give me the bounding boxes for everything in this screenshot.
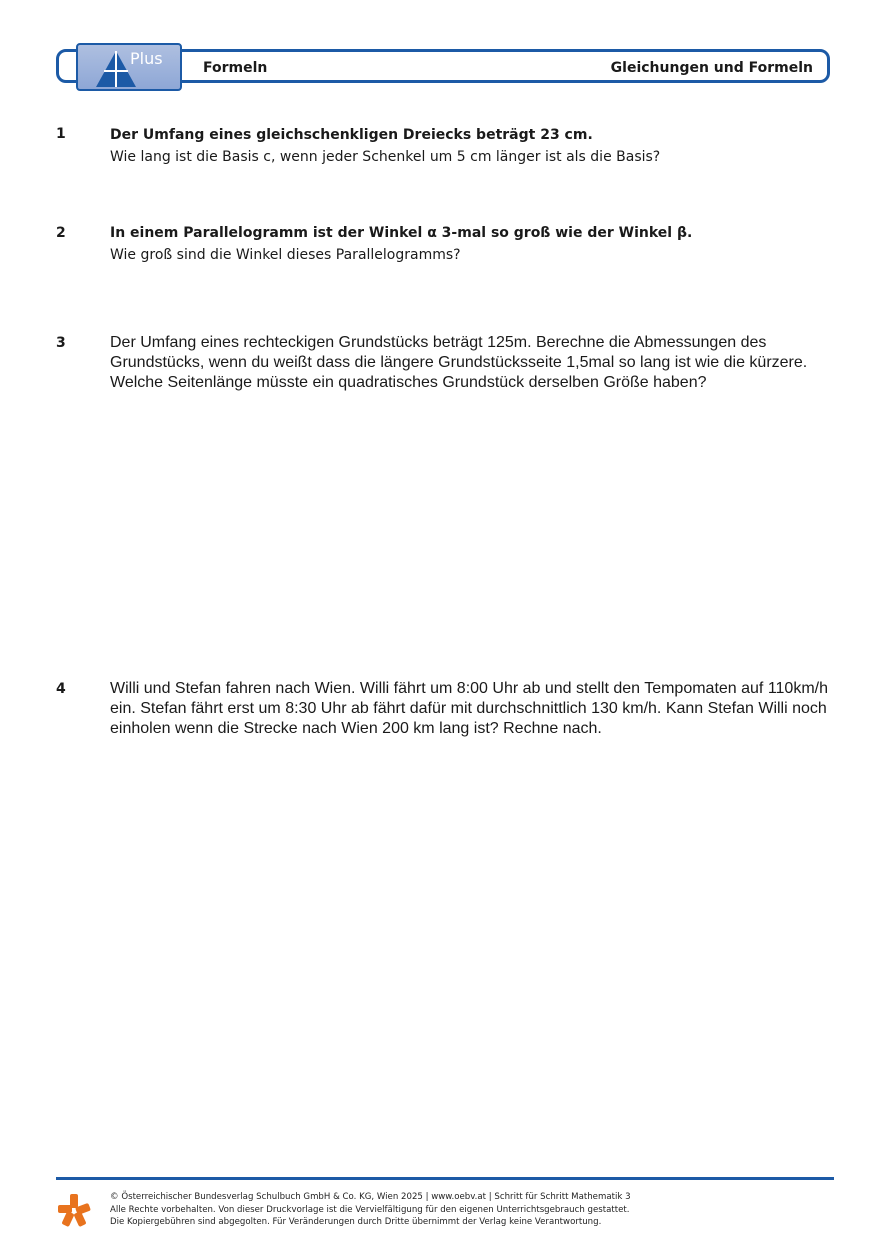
task-number: 2 xyxy=(56,225,66,241)
task-heading: Der Umfang eines gleichschenkligen Dreiecks beträgt 23 cm. xyxy=(110,127,593,143)
task-heading: In einem Parallelogramm ist der Winkel α 3-mal so groß wie der Winkel β. xyxy=(110,225,693,241)
task-number: 3 xyxy=(56,335,66,351)
task-text: Willi und Stefan fahren nach Wien. Willi fährt um 8:00 Uhr ab und stellt den Tempomaten auf 110km/h ein. Stefan fährt erst um 8:30 Uhr ab fährt dafür mit durchschnittlich 130 km/h. Kann Stefan Willi noch einholen wenn die Strecke nach Wien 200 km lang ist? Rechne nach. xyxy=(110,680,828,737)
task-text: Der Umfang eines rechteckigen Grundstücks beträgt 125m. Berechne die Abmessungen des Grundstücks, wenn du weißt dass die längere Grundstücksseite 1,5mal so lang ist wie die kürzere. Welche Seitenlänge müsste ein quadratisches Grundstück derselben Größe haben? xyxy=(110,334,808,391)
task-question: Wie groß sind die Winkel dieses Parallelogramms? xyxy=(110,247,461,263)
header-title-left: Formeln xyxy=(203,60,268,76)
footer-line-3: Die Kopiergebühren sind abgegolten. Für Veränderungen durch Dritte übernimmt der Verlag keine Verantwortung. xyxy=(110,1217,602,1227)
footer-line-1: © Österreichischer Bundesverlag Schulbuch GmbH & Co. KG, Wien 2025 | www.oebv.at | Schritt für Schritt Mathematik 3 xyxy=(110,1192,631,1202)
plus-logo xyxy=(76,43,182,91)
footer-divider xyxy=(56,1177,834,1180)
task-number: 1 xyxy=(56,126,66,142)
publisher-logo-icon xyxy=(56,1192,92,1228)
footer-copyright xyxy=(110,1191,631,1229)
logo-text: Plus xyxy=(130,49,163,68)
header-title-right: Gleichungen und Formeln xyxy=(610,60,813,76)
task-number: 4 xyxy=(56,681,66,697)
footer-line-2: Alle Rechte vorbehalten. Von dieser Druckvorlage ist die Vervielfältigung für den eigenen Unterrichtsgebrauch gestattet. xyxy=(110,1204,630,1215)
task-question: Wie lang ist die Basis c, wenn jeder Schenkel um 5 cm länger ist als die Basis? xyxy=(110,149,661,165)
